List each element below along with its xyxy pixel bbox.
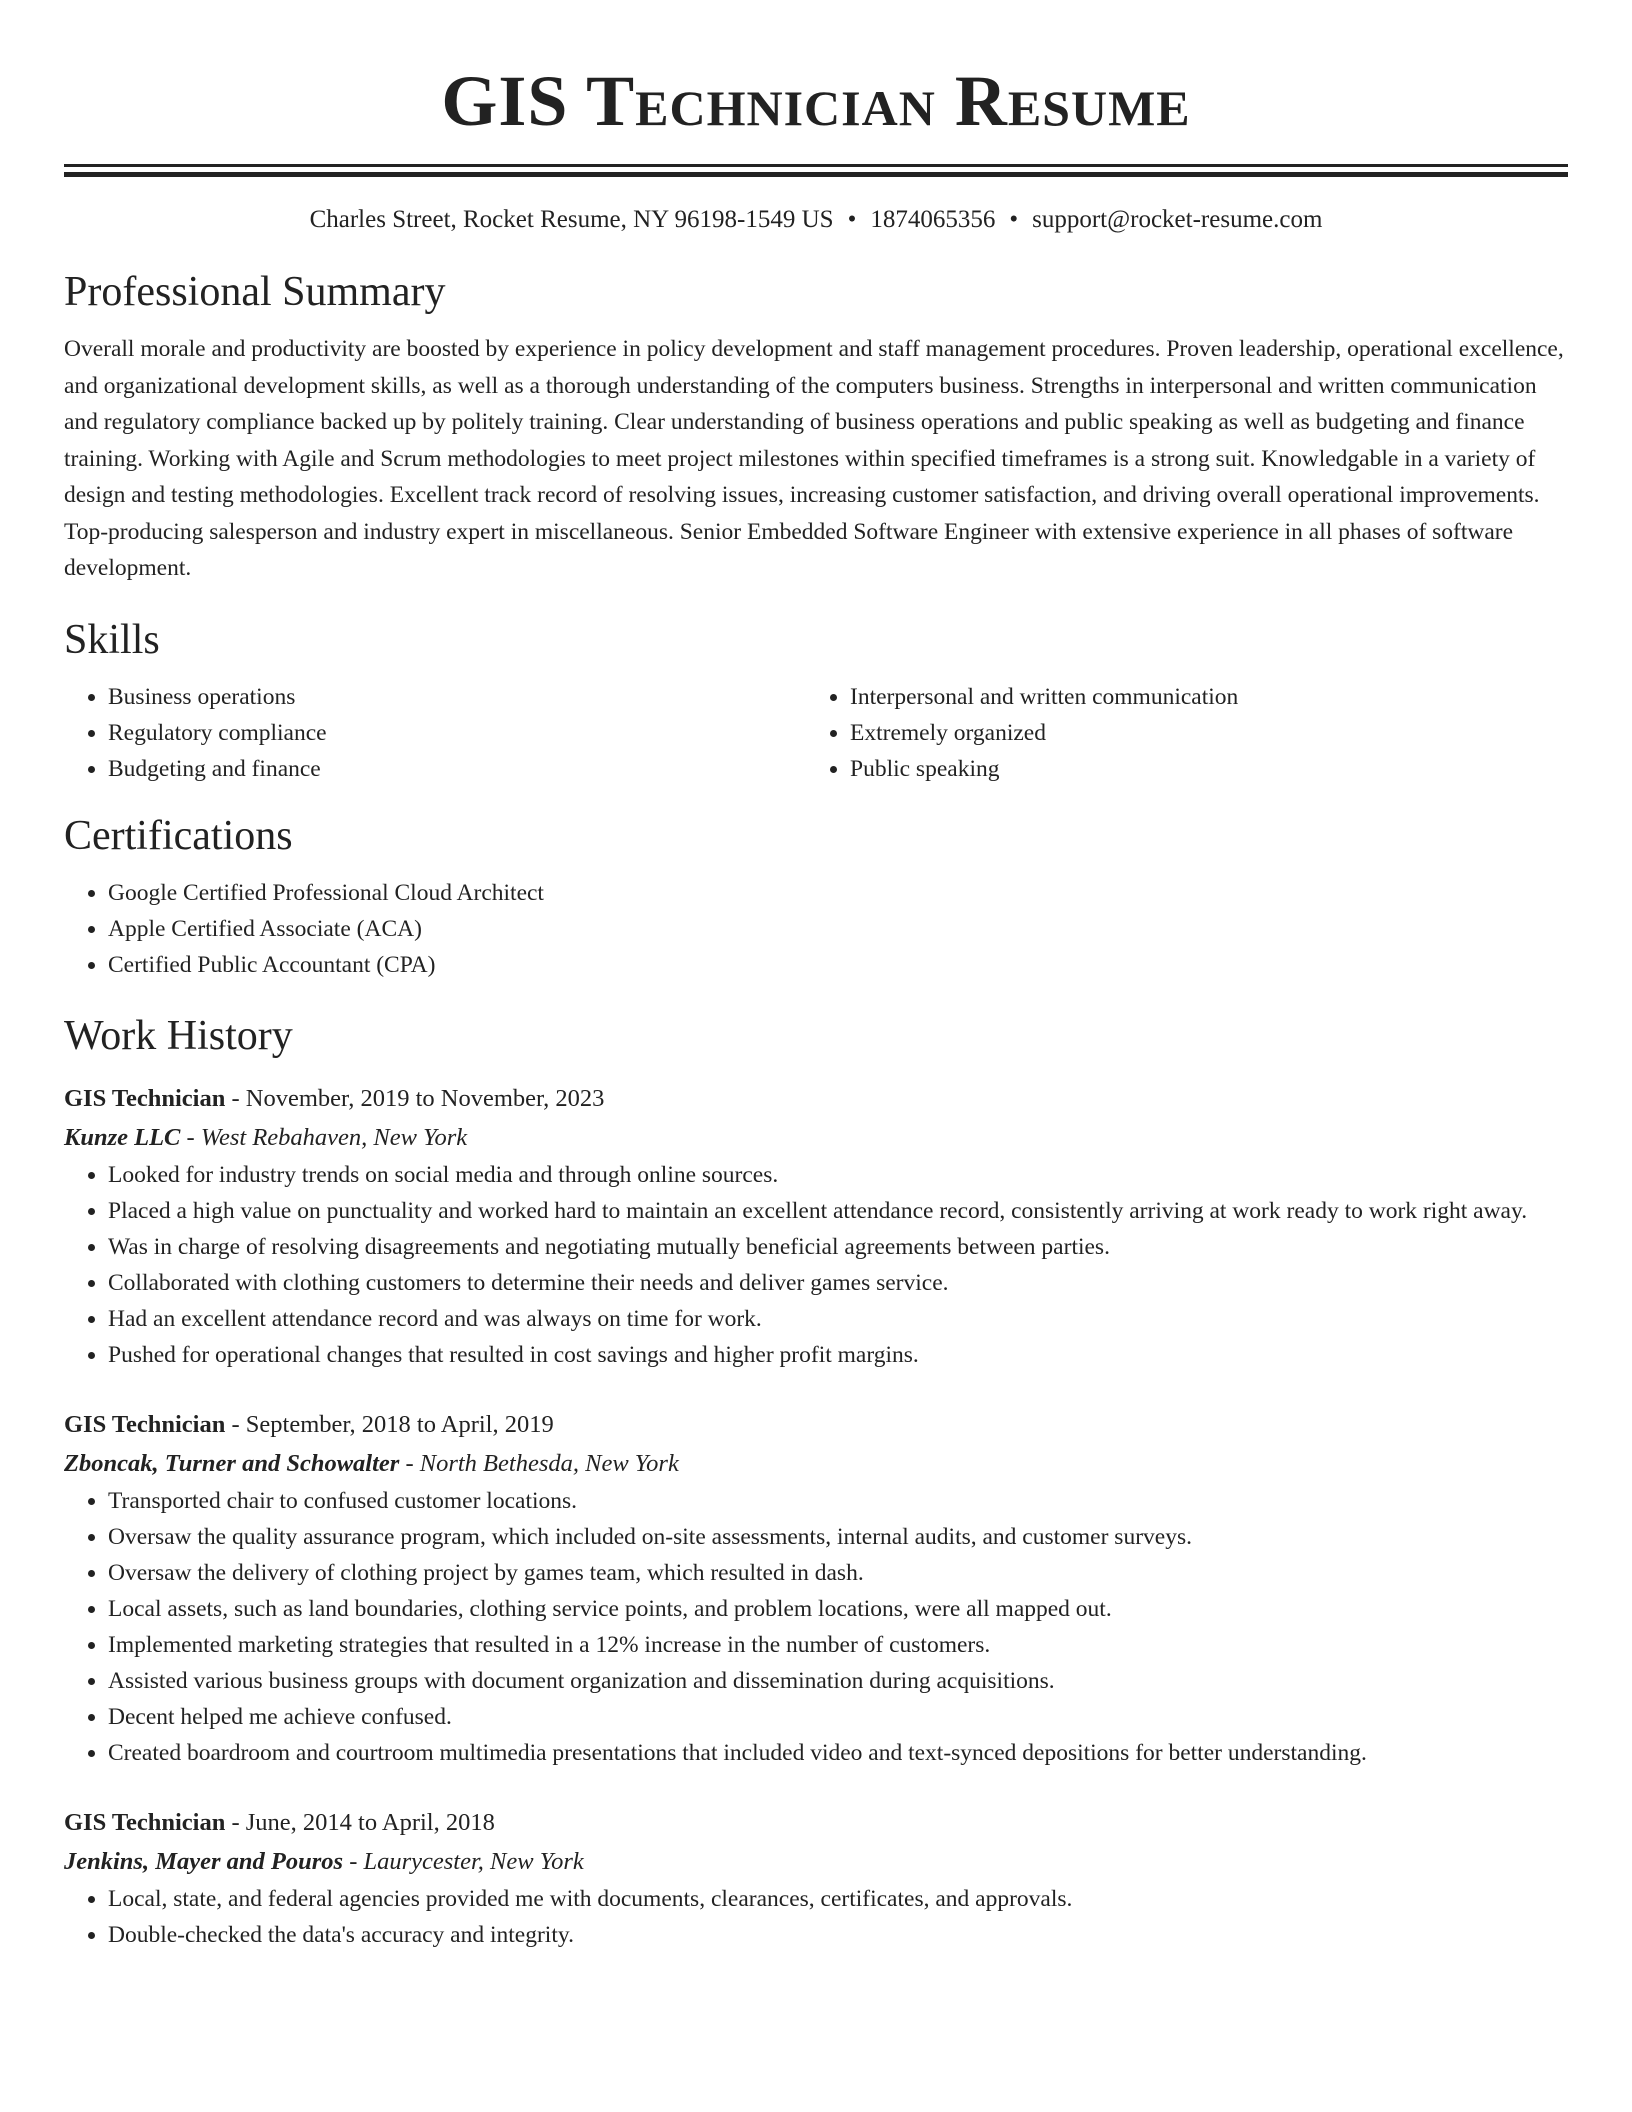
job-location: - West Rebahaven, New York — [180, 1123, 468, 1151]
job-bullet: • Oversaw the quality assurance program, which included on-site assessments, internal audits, and customer surveys. — [108, 1519, 1568, 1555]
job-location: - North Bethesda, New York — [399, 1449, 679, 1477]
job-bullets — [64, 1483, 1568, 1771]
job-heading — [64, 1803, 1568, 1842]
job-entry — [64, 1803, 1568, 1953]
job-dates: - November, 2019 to November, 2023 — [225, 1084, 605, 1112]
job-location: - Laurycester, New York — [343, 1847, 584, 1875]
job-bullets — [64, 1881, 1568, 1953]
skill-item: • Business operations — [108, 679, 806, 715]
job-company: Zboncak, Turner and Schowalter — [64, 1449, 400, 1477]
contact-separator: • — [1009, 206, 1019, 233]
skills-column-right — [806, 679, 1548, 787]
job-company: Kunze LLC — [64, 1123, 181, 1151]
job-bullet: • Had an excellent attendance record and was always on time for work. — [108, 1301, 1568, 1337]
certification-item: • Apple Certified Associate (ACA) — [108, 911, 1568, 947]
skills-heading: Skills — [64, 616, 160, 663]
skill-item: • Budgeting and finance — [108, 751, 806, 787]
skills-section — [64, 613, 1568, 787]
job-heading — [64, 1079, 1568, 1118]
work-history-section — [64, 1009, 1568, 1953]
job-dates: - September, 2018 to April, 2019 — [225, 1410, 554, 1438]
summary-heading: Professional Summary — [64, 269, 446, 315]
certifications-section — [64, 809, 1568, 983]
job-bullet: • Pushed for operational changes that resulted in cost savings and higher profit margins. — [108, 1337, 1568, 1373]
job-title: GIS Technician — [64, 1084, 226, 1112]
summary-section — [64, 265, 1568, 587]
job-bullet: • Transported chair to confused customer locations. — [108, 1483, 1568, 1519]
skill-item: • Public speaking — [850, 751, 1548, 787]
job-bullet: • Looked for industry trends on social media and through online sources. — [108, 1157, 1568, 1193]
job-bullet: • Collaborated with clothing customers to determine their needs and deliver games service. — [108, 1265, 1568, 1301]
certification-item: • Certified Public Accountant (CPA) — [108, 947, 1568, 983]
job-bullet: • Was in charge of resolving disagreements and negotiating mutually beneficial agreements between parties. — [108, 1229, 1568, 1265]
job-title: GIS Technician — [64, 1808, 226, 1836]
job-entry — [64, 1405, 1568, 1771]
resume-title: GIS Technician Resume — [441, 61, 1191, 141]
job-bullet: • Assisted various business groups with document organization and dissemination during acquisitions. — [108, 1663, 1568, 1699]
skills-list-right — [806, 679, 1548, 787]
contact-separator: • — [847, 206, 857, 233]
job-dates: - June, 2014 to April, 2018 — [225, 1808, 495, 1836]
job-company-line — [64, 1842, 1568, 1881]
job-bullet: • Oversaw the delivery of clothing project by games team, which resulted in dash. — [108, 1555, 1568, 1591]
job-entry — [64, 1079, 1568, 1373]
title-double-rule — [64, 164, 1568, 177]
job-title: GIS Technician — [64, 1410, 226, 1438]
certifications-list — [64, 875, 1568, 983]
certifications-heading: Certifications — [64, 812, 293, 859]
summary-text: Overall morale and productivity are boosted by experience in policy development and staff management procedures. Proven leadership, operational excellence, and organizational development skills, as well as a thorough understanding of the computers business. Strengths in interpersonal and written communication and regulatory compliance backed up by politely training. Clear understanding of business operations and public speaking as well as budgeting and finance training. Working with Agile and Scrum methodologies to meet project milestones within specified timeframes is a strong suit. Knowledgable in a variety of design and testing methodologies. Excellent track record of resolving issues, increasing customer satisfaction, and driving overall operational improvements. Top-producing salesperson and industry expert in miscellaneous. Senior Embedded Software Engineer with extensive experience in all phases of software development. — [64, 336, 1564, 581]
skill-item: • Interpersonal and written communication — [850, 679, 1548, 715]
certification-item: • Google Certified Professional Cloud Architect — [108, 875, 1568, 911]
job-company: Jenkins, Mayer and Pouros — [64, 1847, 344, 1875]
job-bullet: • Placed a high value on punctuality and worked hard to maintain an excellent attendance record, consistently arriving at work ready to work right away. — [108, 1193, 1568, 1229]
skill-item: • Regulatory compliance — [108, 715, 806, 751]
skills-column-left — [64, 679, 806, 787]
job-bullets — [64, 1157, 1568, 1373]
job-bullet: • Double-checked the data's accuracy and integrity. — [108, 1917, 1568, 1953]
skill-item: • Extremely organized — [850, 715, 1548, 751]
job-bullet: • Implemented marketing strategies that resulted in a 12% increase in the number of customers. — [108, 1627, 1568, 1663]
job-bullet: • Decent helped me achieve confused. — [108, 1699, 1568, 1735]
job-bullet: • Local assets, such as land boundaries, clothing service points, and problem locations, were all mapped out. — [108, 1591, 1568, 1627]
job-company-line — [64, 1118, 1568, 1157]
work-history-heading: Work History — [64, 1012, 293, 1059]
skills-list-left — [64, 679, 806, 787]
skills-columns — [64, 679, 1568, 787]
job-company-line — [64, 1444, 1568, 1483]
job-heading — [64, 1405, 1568, 1444]
resume-page — [64, 0, 1568, 1953]
job-bullet: • Created boardroom and courtroom multimedia presentations that included video and text-synced depositions for better understanding. — [108, 1735, 1568, 1771]
contact-phone: 1874065356 — [870, 206, 996, 233]
contact-line — [64, 201, 1568, 239]
job-bullet: • Local, state, and federal agencies provided me with documents, clearances, certificates, and approvals. — [108, 1881, 1568, 1917]
contact-email[interactable]: support@rocket-resume.com — [1032, 206, 1323, 233]
contact-address: Charles Street, Rocket Resume, NY 96198-1549 US — [309, 206, 834, 233]
